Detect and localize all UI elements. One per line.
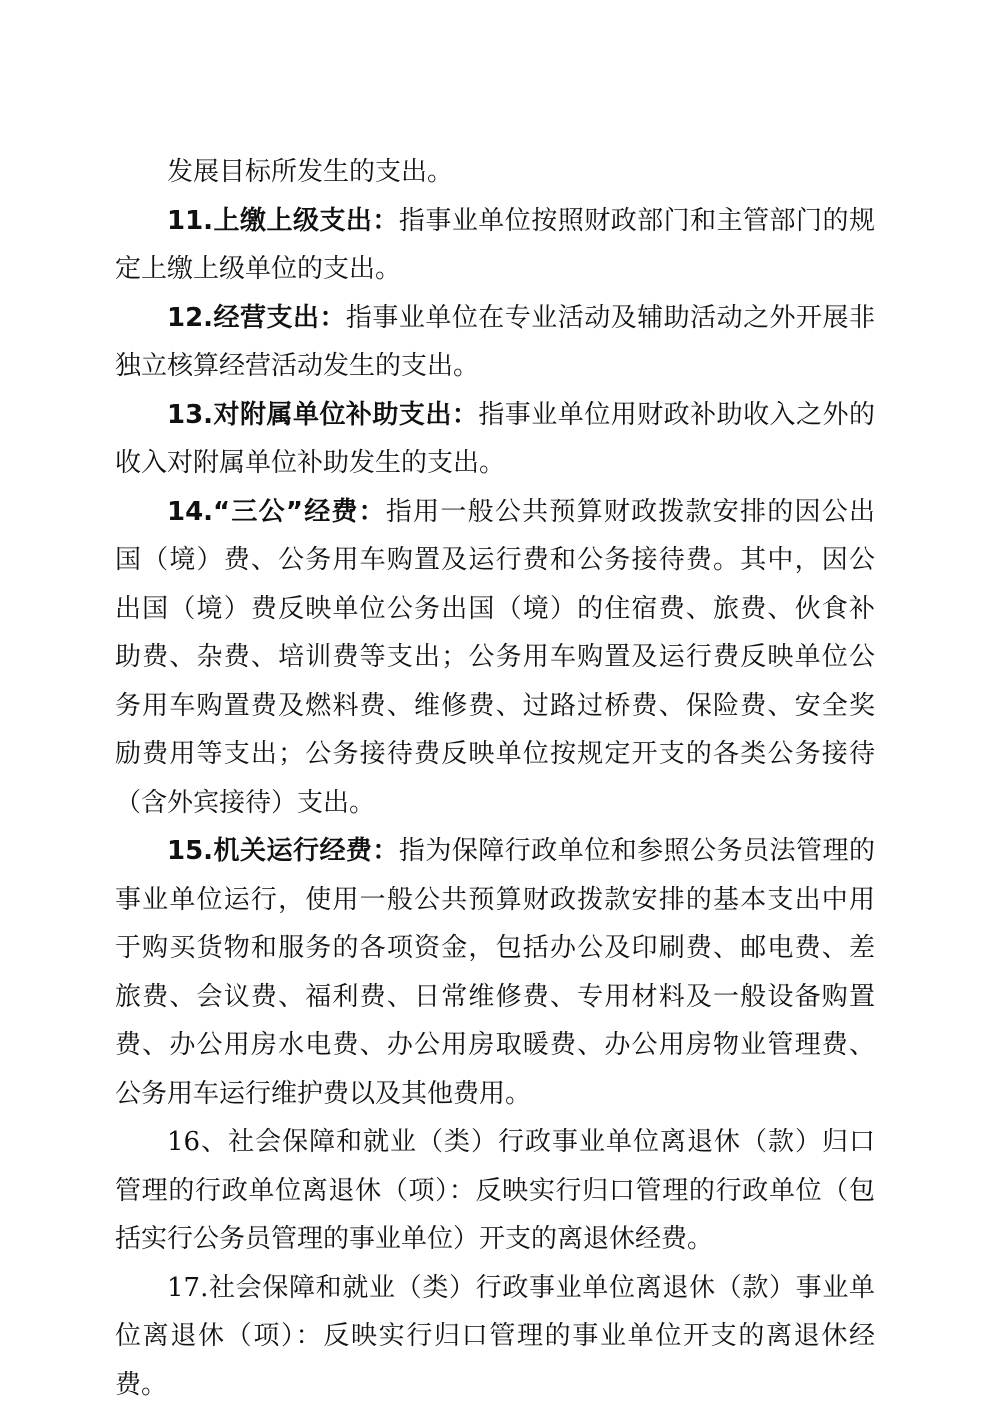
text-line: 16、社会保障和就业（类）行政事业单位离退休（款）归口 — [115, 1118, 875, 1167]
term-heading: 11.上缴上级支出： — [167, 206, 399, 236]
text-line: 国（境）费、公务用车购置及运行费和公务接待费。其中，因公 — [115, 536, 875, 585]
text-line: 独立核算经营活动发生的支出。 — [115, 342, 875, 391]
text-line: 收入对附属单位补助发生的支出。 — [115, 439, 875, 488]
text-line: 位离退休（项）：反映实行归口管理的事业单位开支的离退休经 — [115, 1312, 875, 1361]
paragraph-16 — [115, 1118, 875, 1264]
definition-text: 指事业单位在专业活动及辅助活动之外开展非 — [346, 303, 875, 333]
definition-text: 指用一般公共预算财政拨款安排的因公出 — [386, 497, 875, 527]
text-line: 费。 — [115, 1361, 875, 1409]
paragraph-17 — [115, 1264, 875, 1409]
text-line: 发展目标所发生的支出。 — [115, 148, 875, 197]
text-line — [115, 294, 875, 343]
paragraph-12 — [115, 294, 875, 391]
text-line: 助费、杂费、培训费等支出；公务用车购置及运行费反映单位公 — [115, 633, 875, 682]
text-line: （含外宾接待）支出。 — [115, 779, 875, 828]
paragraph-15 — [115, 827, 875, 1118]
text-line: 务用车购置费及燃料费、维修费、过路过桥费、保险费、安全奖 — [115, 682, 875, 731]
paragraph-14 — [115, 488, 875, 828]
text-line — [115, 488, 875, 537]
definition-text: 指事业单位用财政补助收入之外的 — [478, 400, 875, 430]
text-line: 事业单位运行，使用一般公共预算财政拨款安排的基本支出中用 — [115, 876, 875, 925]
text-line: 17.社会保障和就业（类）行政事业单位离退休（款）事业单 — [115, 1264, 875, 1313]
term-heading: 12.经营支出： — [167, 303, 346, 333]
term-heading: 14.“三公”经费： — [167, 497, 386, 527]
term-heading: 13.对附属单位补助支出： — [167, 400, 478, 430]
text-line: 出国（境）费反映单位公务出国（境）的住宿费、旅费、伙食补 — [115, 585, 875, 634]
paragraph-10-tail — [115, 148, 875, 197]
text-line: 旅费、会议费、福利费、日常维修费、专用材料及一般设备购置 — [115, 973, 875, 1022]
text-line: 励费用等支出；公务接待费反映单位按规定开支的各类公务接待 — [115, 730, 875, 779]
text-line: 定上缴上级单位的支出。 — [115, 245, 875, 294]
term-heading: 15.机关运行经费： — [167, 836, 399, 866]
document-page — [115, 148, 875, 1409]
text-line: 公务用车运行维护费以及其他费用。 — [115, 1070, 875, 1119]
definition-text: 指事业单位按照财政部门和主管部门的规 — [399, 206, 875, 236]
text-line — [115, 827, 875, 876]
text-line: 费、办公用房水电费、办公用房取暖费、办公用房物业管理费、 — [115, 1021, 875, 1070]
text-line: 括实行公务员管理的事业单位）开支的离退休经费。 — [115, 1215, 875, 1264]
text-line: 管理的行政单位离退休（项）：反映实行归口管理的行政单位（包 — [115, 1167, 875, 1216]
paragraph-13 — [115, 391, 875, 488]
text-line — [115, 197, 875, 246]
definition-text: 指为保障行政单位和参照公务员法管理的 — [399, 836, 875, 866]
text-line — [115, 391, 875, 440]
text-line: 于购买货物和服务的各项资金，包括办公及印刷费、邮电费、差 — [115, 924, 875, 973]
paragraph-11 — [115, 197, 875, 294]
